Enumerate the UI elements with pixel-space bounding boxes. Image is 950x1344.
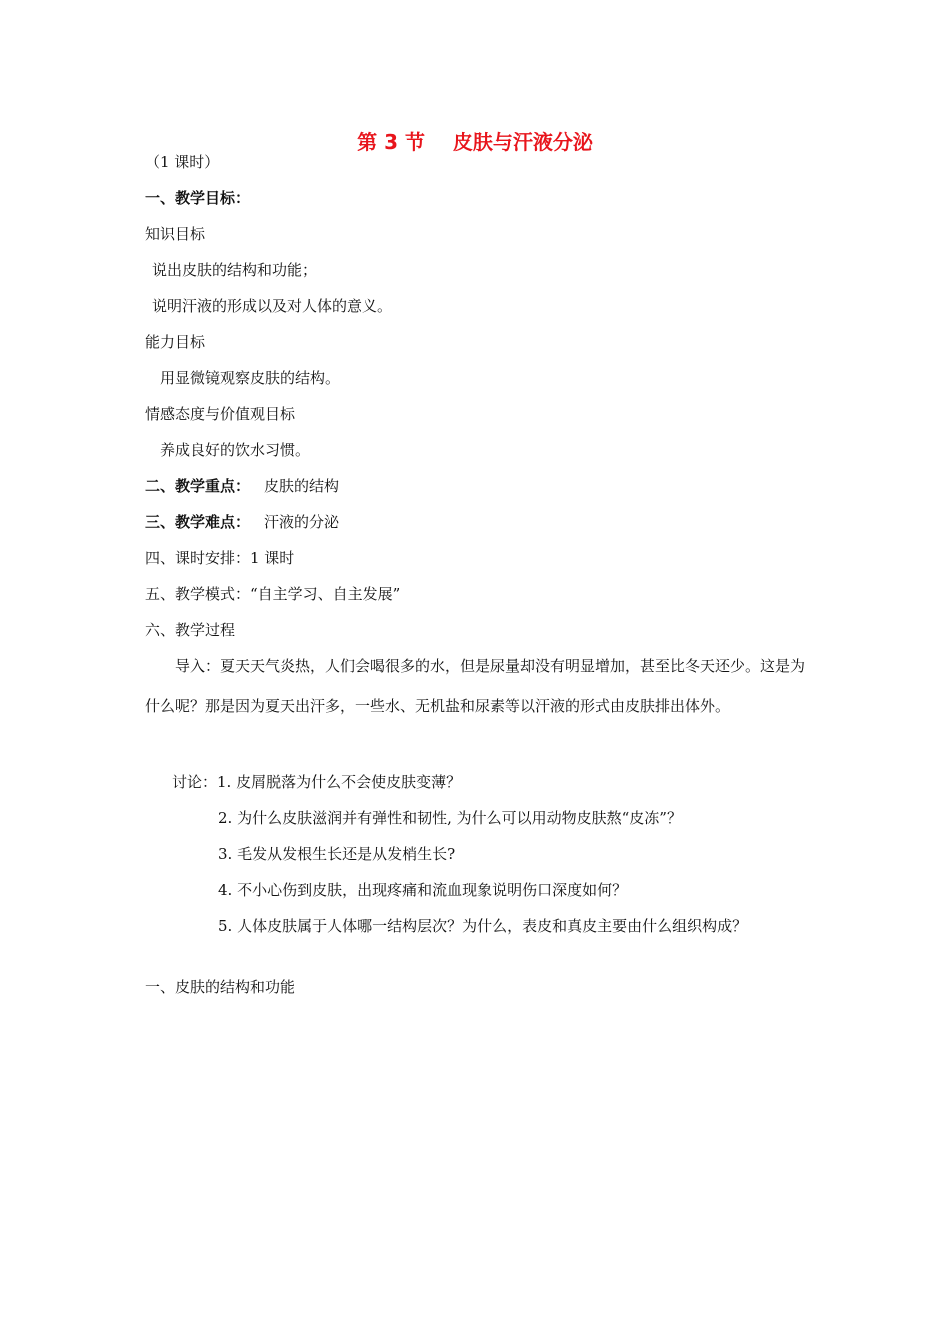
section-2 <box>145 476 339 496</box>
page-title: 第 3 节 皮肤与汗液分泌 <box>357 130 593 154</box>
question-2: 2. 为什么皮肤滋润并有弹性和韧性, 为什么可以用动物皮肤熬“皮冻”？ <box>218 809 682 827</box>
section-6: 六、教学过程 <box>145 621 236 639</box>
emotion-goal-heading: 情感态度与价值观目标 <box>145 405 296 423</box>
part-1-heading: 一、皮肤的结构和功能 <box>145 978 296 996</box>
ability-goal-1: 用显微镜观察皮肤的结构。 <box>160 369 341 387</box>
section-3-value: 汗液的分泌 <box>264 513 340 531</box>
knowledge-goal-heading: 知识目标 <box>145 225 206 243</box>
section-3 <box>145 512 339 532</box>
knowledge-goal-2: 说明汗液的形成以及对人体的意义。 <box>152 297 393 315</box>
section-2-value: 皮肤的结构 <box>264 477 340 495</box>
knowledge-goal-1: 说出皮肤的结构和功能； <box>152 261 318 279</box>
intro-paragraph: 导入：夏天天气炎热，人们会喝很多的水，但是尿量却没有明显增加，甚至比冬天还少。这是为什么呢？那是因为夏天出汗多，一些水、无机盐和尿素等以汗液的形式由皮肤排出体外。 <box>145 657 806 715</box>
section-3-label: 三、教学难点： <box>145 513 251 531</box>
section-1-heading: 一、教学目标： <box>145 189 251 207</box>
discussion-label: 讨论： <box>172 773 218 791</box>
section-4: 四、课时安排：1 课时 <box>145 549 295 567</box>
section-5: 五、教学模式：“自主学习、自主发展” <box>145 585 401 603</box>
question-5: 5. 人体皮肤属于人体哪一结构层次？为什么，表皮和真皮主要由什么组织构成？ <box>218 917 748 935</box>
ability-goal-heading: 能力目标 <box>145 333 206 351</box>
emotion-goal-1: 养成良好的饮水习惯。 <box>160 441 311 459</box>
discussion-1 <box>172 772 461 792</box>
question-4: 4. 不小心伤到皮肤，出现疼痛和流血现象说明伤口深度如何？ <box>218 881 628 899</box>
question-3: 3. 毛发从发根生长还是从发梢生长? <box>218 845 456 863</box>
period-note: （1 课时） <box>145 153 220 171</box>
question-1: 1. 皮屑脱落为什么不会使皮肤变薄？ <box>217 773 462 791</box>
section-2-label: 二、教学重点： <box>145 477 251 495</box>
